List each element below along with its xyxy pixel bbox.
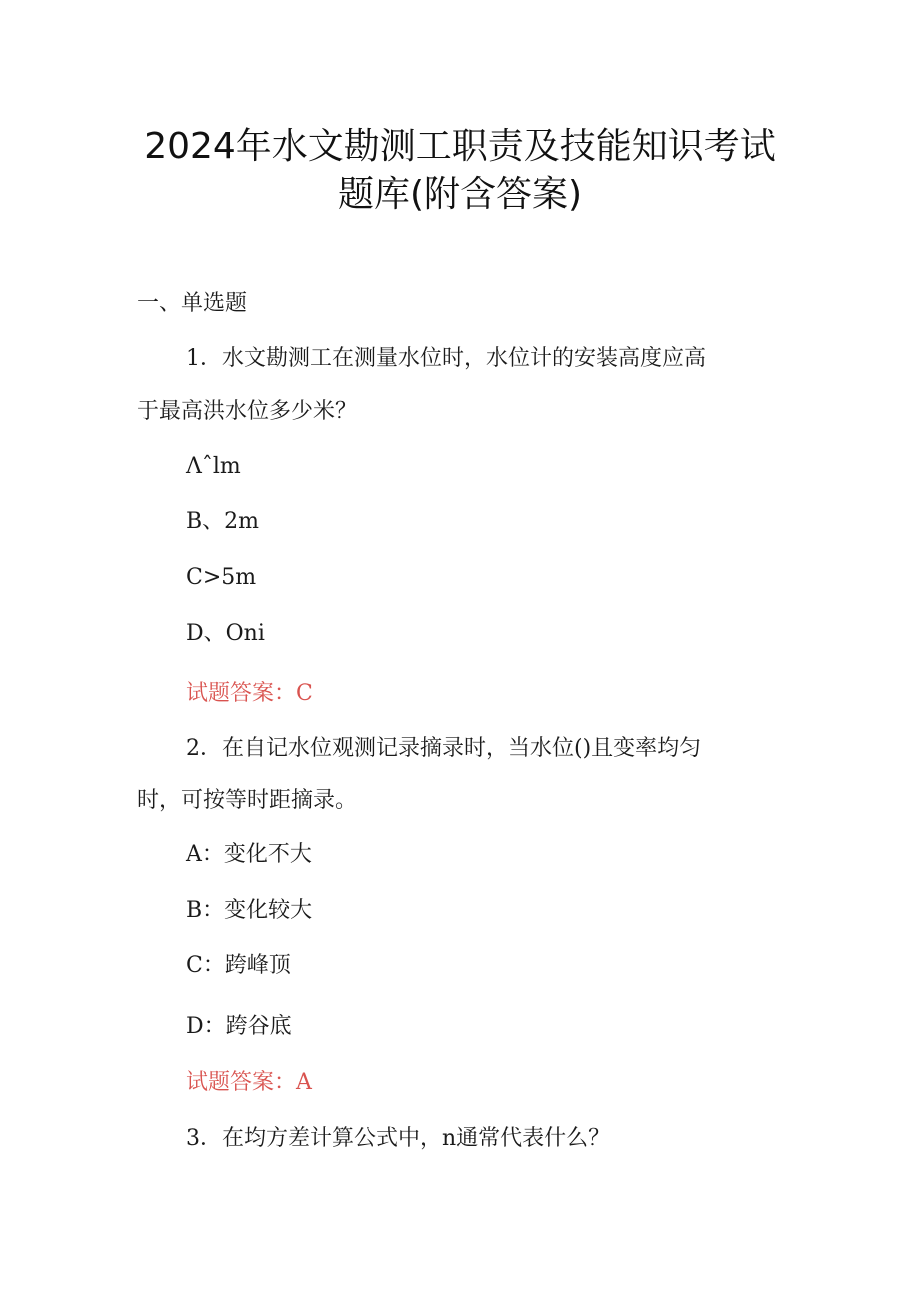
document-title-line-1: 2024年水文勘测工职责及技能知识考试 bbox=[144, 126, 776, 167]
question-1-answer: 试题答案：C bbox=[186, 681, 313, 706]
question-1-option-d: D、Oni bbox=[186, 621, 265, 646]
document-title-line-2: 题库(附含答案) bbox=[337, 174, 583, 215]
question-1-option-b: B、2m bbox=[186, 509, 260, 534]
section-heading: 一、单选题 bbox=[137, 291, 248, 316]
question-1-stem-line-2: 于最高洪水位多少米？ bbox=[137, 399, 358, 424]
question-1-option-a: Λˆlm bbox=[186, 454, 241, 479]
question-2-option-d: D：跨谷底 bbox=[186, 1014, 292, 1039]
question-3-stem-line-1: 3．在均方差计算公式中，n通常代表什么？ bbox=[186, 1126, 611, 1151]
question-2-option-b: B：变化较大 bbox=[186, 898, 313, 923]
question-2-answer: 试题答案：A bbox=[186, 1070, 312, 1095]
question-2-stem-line-1: 2．在自记水位观测记录摘录时，当水位()且变率均匀 bbox=[186, 736, 702, 761]
question-2-option-c: C：跨峰顶 bbox=[186, 953, 291, 978]
question-1-stem-line-1: 1．水文勘测工在测量水位时，水位计的安装高度应高 bbox=[186, 346, 706, 371]
question-1-option-c: C>5m bbox=[186, 565, 257, 590]
question-2-option-a: A：变化不大 bbox=[186, 842, 312, 867]
question-2-stem-line-2: 时，可按等时距摘录。 bbox=[137, 788, 358, 813]
